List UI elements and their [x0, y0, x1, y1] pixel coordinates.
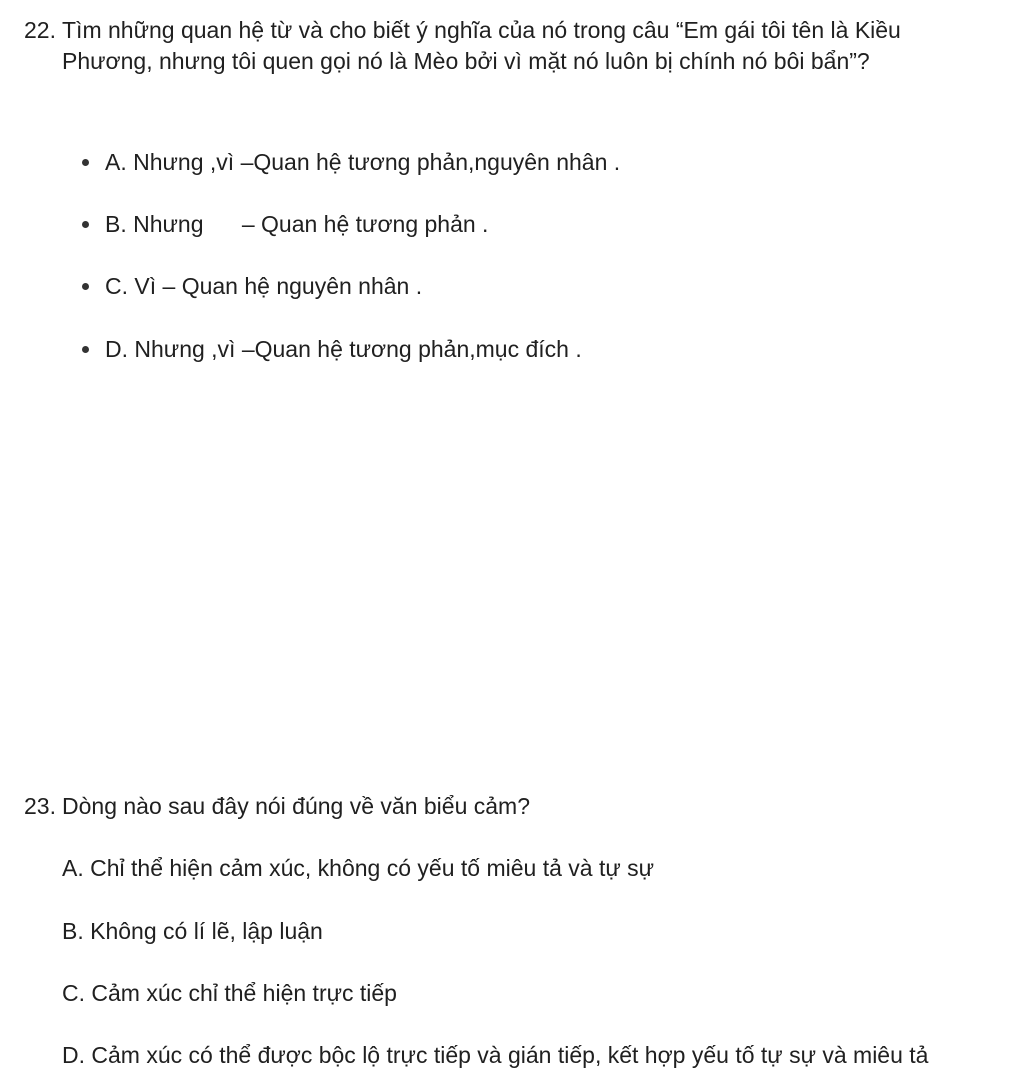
question-23-option-d[interactable]: D. Cảm xúc có thể được bộc lộ trực tiếp và gián tiếp, kết hợp yếu tố tự sự và miêu tả	[62, 1042, 929, 1068]
option-label: C. Vì – Quan hệ nguyên nhân .	[105, 273, 423, 299]
question-22-text-line-2: Phương, nhưng tôi quen gọi nó là Mèo bởi vì mặt nó luôn bị chính nó bôi bẩn”?	[62, 48, 870, 74]
question-22-number: 22.	[24, 17, 56, 43]
question-23-option-a[interactable]: A. Chỉ thể hiện cảm xúc, không có yếu tố miêu tả và tự sự	[62, 855, 655, 881]
bullet-icon	[82, 346, 89, 353]
question-23-option-c[interactable]: C. Cảm xúc chỉ thể hiện trực tiếp	[62, 980, 397, 1006]
option-label: B. Nhưng – Quan hệ tương phản .	[105, 211, 489, 237]
question-23-option-b[interactable]: B. Không có lí lẽ, lập luận	[62, 918, 323, 944]
bullet-icon	[82, 221, 89, 228]
question-23-text: Dòng nào sau đây nói đúng về văn biểu cảm?	[62, 793, 530, 819]
bullet-icon	[82, 283, 89, 290]
question-23-number: 23.	[24, 793, 56, 819]
bullet-icon	[82, 159, 89, 166]
option-label: D. Nhưng ,vì –Quan hệ tương phản,mục đích .	[105, 336, 582, 362]
question-22-text-line-1: Tìm những quan hệ từ và cho biết ý nghĩa của nó trong câu “Em gái tôi tên là Kiều	[62, 17, 901, 43]
option-label: A. Nhưng ,vì –Quan hệ tương phản,nguyên nhân .	[105, 149, 621, 175]
